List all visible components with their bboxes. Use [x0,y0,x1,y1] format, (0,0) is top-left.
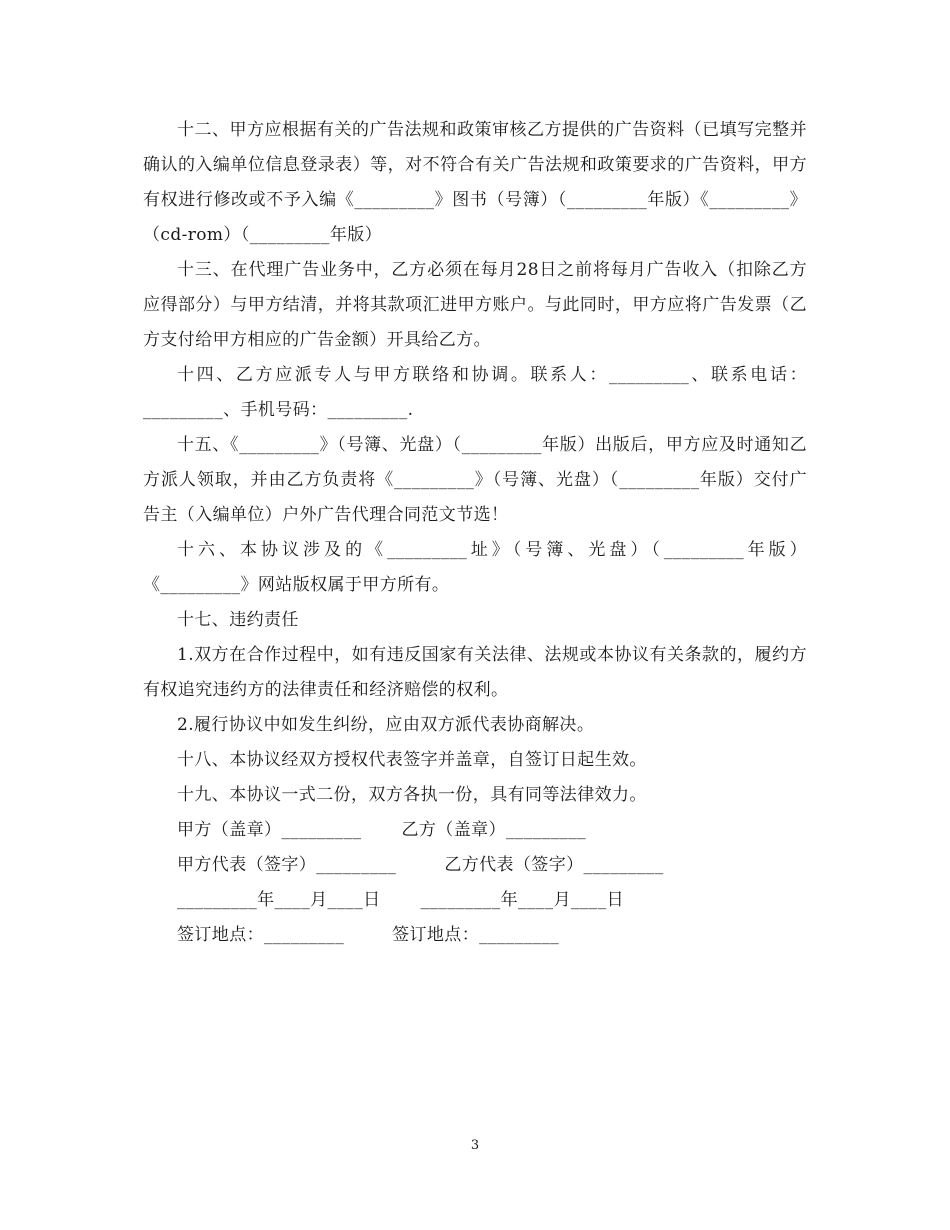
party-b-date: _________年____月____日 [420,890,624,910]
clause-15: 十五、《_________》（号簿、光盘）（_________年版）出版后，甲方应及时通知乙方派人领取，并由乙方负责将《_________》（号簿、光盘）（_________年版）交付广告主（入编单位）户外广告代理合同范文节选！ [143,435,807,525]
clause-18: 十八、本协议经双方授权代表签字并盖章，自签订日起生效。 [177,750,647,770]
page-number: 3 [470,1138,480,1153]
clause-14: 十四、乙方应派专人与甲方联络和协调。联系人：_________、联系电话：_________、手机号码：_________. [143,365,807,420]
clause-17-item-1: 1.双方在合作过程中，如有违反国家有关法律、法规或本协议有关条款的，履约方有权追究违约方的法律责任和经济赔偿的权利。 [143,645,807,700]
party-a-place: 签订地点：_________ [177,925,345,945]
party-a-representative: 甲方代表（签字）_________ [177,855,397,875]
signature-date-row [143,883,807,918]
clause-19: 十九、本协议一式二份，双方各执一份，具有同等法律效力。 [177,785,647,805]
clause-17-item-2: 2.履行协议中如发生纠纷，应由双方派代表协商解决。 [177,715,595,735]
party-b-representative: 乙方代表（签字）_________ [444,855,664,875]
signature-rep-row [143,848,807,883]
clause-16: 十六、本协议涉及的《_________址》（号簿、光盘）（_________年版）《_________》网站版权属于甲方所有。 [143,540,807,595]
clause-13: 十三、在代理广告业务中，乙方必须在每月28日之前将每月广告收入（扣除乙方应得部分）与甲方结清，并将其款项汇进甲方账户。与此同时，甲方应将广告发票（乙方支付给甲方相应的广告金额）开具给乙方。 [143,260,807,350]
party-a-seal: 甲方（盖章）_________ [177,820,362,840]
party-b-seal: 乙方（盖章）_________ [401,820,586,840]
signature-seal-row [143,813,807,848]
party-b-place: 签订地点：_________ [392,925,560,945]
signature-place-row [143,918,807,953]
party-a-date: _________年____月____日 [177,890,381,910]
clause-12: 十二、甲方应根据有关的广告法规和政策审核乙方提供的广告资料（已填写完整并确认的入编单位信息登录表）等，对不符合有关广告法规和政策要求的广告资料，甲方有权进行修改或不予入编《_________》图书（号簿）（_________年版）《_________》（cd-rom）（_________年版） [143,120,807,245]
clause-17-heading: 十七、违约责任 [177,610,299,630]
contract-body [143,113,807,953]
